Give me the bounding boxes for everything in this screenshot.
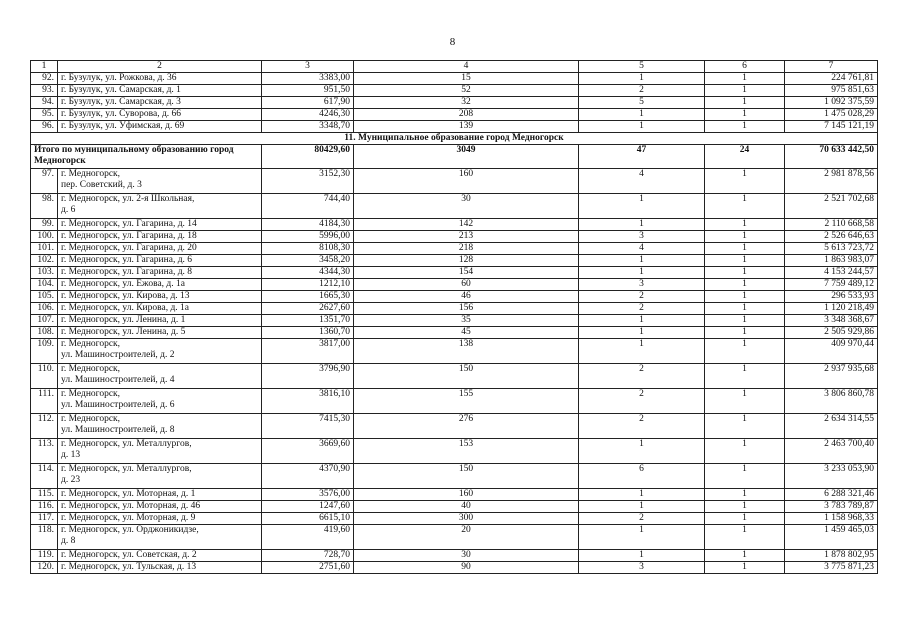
address-line: г. Медногорск, ул. Тульская, д. 13 xyxy=(61,562,197,572)
address-cell xyxy=(58,231,262,243)
residents-cell: 300 xyxy=(354,513,579,525)
count-cell: 2 xyxy=(579,513,705,525)
address-cell xyxy=(58,267,262,279)
residents-cell: 213 xyxy=(354,231,579,243)
area-cell: 3576,00 xyxy=(262,489,354,501)
table-row xyxy=(31,219,878,231)
count-cell: 3 xyxy=(579,231,705,243)
residents-cell: 150 xyxy=(354,364,579,389)
row-number: 105. xyxy=(31,291,58,303)
count-cell: 1 xyxy=(705,315,785,327)
address-cell xyxy=(58,97,262,109)
cost-cell: 7 145 121,19 xyxy=(785,121,878,133)
cost-cell: 3 348 368,67 xyxy=(785,315,878,327)
address-cell xyxy=(58,243,262,255)
count-cell: 1 xyxy=(705,489,785,501)
address-cell xyxy=(58,85,262,97)
cost-cell: 2 526 646,63 xyxy=(785,231,878,243)
housing-table xyxy=(30,60,878,574)
table-row xyxy=(31,194,878,219)
area-cell: 4370,90 xyxy=(262,464,354,489)
count-cell: 3 xyxy=(579,279,705,291)
address-line: д. 23 xyxy=(61,475,81,485)
table-row xyxy=(31,279,878,291)
count-cell: 1 xyxy=(705,255,785,267)
table-row xyxy=(31,550,878,562)
table-row xyxy=(31,303,878,315)
column-number: 4 xyxy=(354,61,579,73)
table-row xyxy=(31,315,878,327)
residents-cell: 208 xyxy=(354,109,579,121)
count-cell: 1 xyxy=(705,121,785,133)
count-cell: 1 xyxy=(705,550,785,562)
cost-cell: 224 761,81 xyxy=(785,73,878,85)
cost-cell: 1 863 983,07 xyxy=(785,255,878,267)
column-number: 1 xyxy=(31,61,58,73)
cost-cell: 2 521 702,68 xyxy=(785,194,878,219)
cost-cell: 2 505 929,86 xyxy=(785,327,878,339)
total-count: 24 xyxy=(705,145,785,169)
cost-cell: 2 634 314,55 xyxy=(785,414,878,439)
address-line: ул. Машиностроителей, д. 6 xyxy=(61,400,175,410)
row-number: 118. xyxy=(31,525,58,550)
area-cell: 3816,10 xyxy=(262,389,354,414)
address-line: г. Медногорск, ул. Гагарина, д. 6 xyxy=(61,255,193,265)
count-cell: 1 xyxy=(579,109,705,121)
count-cell: 1 xyxy=(579,121,705,133)
address-cell xyxy=(58,550,262,562)
table-row xyxy=(31,121,878,133)
row-number: 119. xyxy=(31,550,58,562)
count-cell: 6 xyxy=(579,464,705,489)
count-cell: 1 xyxy=(579,73,705,85)
table-row xyxy=(31,439,878,464)
address-line: г. Бузулук, ул. Самарская, д. 1 xyxy=(61,85,181,95)
count-cell: 4 xyxy=(579,243,705,255)
area-cell: 2627,60 xyxy=(262,303,354,315)
cost-cell: 1 158 968,33 xyxy=(785,513,878,525)
area-cell: 744,40 xyxy=(262,194,354,219)
row-number: 103. xyxy=(31,267,58,279)
area-cell: 3383,00 xyxy=(262,73,354,85)
address-line: г. Медногорск, ул. Ленина, д. 5 xyxy=(61,327,186,337)
count-cell: 1 xyxy=(705,327,785,339)
residents-cell: 218 xyxy=(354,243,579,255)
address-line: г. Медногорск, xyxy=(61,414,121,424)
table-row xyxy=(31,291,878,303)
table-row xyxy=(31,267,878,279)
table-row xyxy=(31,109,878,121)
address-cell xyxy=(58,255,262,267)
table-row xyxy=(31,464,878,489)
residents-cell: 46 xyxy=(354,291,579,303)
residents-cell: 153 xyxy=(354,439,579,464)
area-cell: 951,50 xyxy=(262,85,354,97)
table-row xyxy=(31,231,878,243)
area-cell: 3796,90 xyxy=(262,364,354,389)
total-area: 80429,60 xyxy=(262,145,354,169)
count-cell: 1 xyxy=(579,315,705,327)
address-line: д. 13 xyxy=(61,450,81,460)
address-line: ул. Машиностроителей, д. 2 xyxy=(61,350,175,360)
count-cell: 1 xyxy=(579,550,705,562)
address-line: пер. Советский, д. 3 xyxy=(61,180,142,190)
address-line: г. Медногорск, ул. Гагарина, д. 20 xyxy=(61,243,197,253)
address-line: г. Медногорск, ул. Гагарина, д. 14 xyxy=(61,219,197,229)
table-row xyxy=(31,414,878,439)
address-cell xyxy=(58,279,262,291)
address-line: г. Медногорск, ул. Орджоникидзе, xyxy=(61,525,199,535)
area-cell: 1212,10 xyxy=(262,279,354,291)
address-line: д. 8 xyxy=(61,536,76,546)
address-cell xyxy=(58,525,262,550)
table-row xyxy=(31,501,878,513)
address-line: ул. Машиностроителей, д. 4 xyxy=(61,375,175,385)
address-cell xyxy=(58,291,262,303)
residents-cell: 20 xyxy=(354,525,579,550)
area-cell: 3817,00 xyxy=(262,339,354,364)
cost-cell: 4 153 244,57 xyxy=(785,267,878,279)
row-number: 99. xyxy=(31,219,58,231)
area-cell: 617,90 xyxy=(262,97,354,109)
address-cell xyxy=(58,489,262,501)
residents-cell: 276 xyxy=(354,414,579,439)
table-row xyxy=(31,85,878,97)
row-number: 93. xyxy=(31,85,58,97)
address-cell xyxy=(58,219,262,231)
area-cell: 4246,30 xyxy=(262,109,354,121)
cost-cell: 2 463 700,40 xyxy=(785,439,878,464)
address-line: г. Бузулук, ул. Уфимская, д. 69 xyxy=(61,121,185,131)
cost-cell: 1 092 375,59 xyxy=(785,97,878,109)
address-cell xyxy=(58,513,262,525)
count-cell: 1 xyxy=(705,243,785,255)
residents-cell: 30 xyxy=(354,194,579,219)
cost-cell: 2 981 878,56 xyxy=(785,169,878,194)
area-cell: 1351,70 xyxy=(262,315,354,327)
row-number: 107. xyxy=(31,315,58,327)
address-line: г. Медногорск, ул. Металлургов, xyxy=(61,464,192,474)
count-cell: 2 xyxy=(579,364,705,389)
count-cell: 2 xyxy=(579,291,705,303)
address-cell xyxy=(58,464,262,489)
address-cell xyxy=(58,169,262,194)
count-cell: 1 xyxy=(705,439,785,464)
cost-cell: 1 475 028,29 xyxy=(785,109,878,121)
count-cell: 1 xyxy=(705,562,785,574)
address-line: г. Медногорск, xyxy=(61,339,121,349)
address-line: г. Медногорск, ул. Моторная, д. 1 xyxy=(61,489,196,499)
count-cell: 5 xyxy=(579,97,705,109)
address-line: д. 6 xyxy=(61,205,76,215)
count-cell: 1 xyxy=(705,231,785,243)
total-label: Итого по муниципальному образованию город Медногорск xyxy=(31,145,262,169)
row-number: 98. xyxy=(31,194,58,219)
residents-cell: 30 xyxy=(354,550,579,562)
row-number: 101. xyxy=(31,243,58,255)
table-row xyxy=(31,364,878,389)
address-cell xyxy=(58,439,262,464)
area-cell: 5996,00 xyxy=(262,231,354,243)
cost-cell: 2 110 668,58 xyxy=(785,219,878,231)
area-cell: 1665,30 xyxy=(262,291,354,303)
address-cell xyxy=(58,339,262,364)
column-number: 6 xyxy=(705,61,785,73)
column-number: 5 xyxy=(579,61,705,73)
address-line: г. Медногорск, ул. Металлургов, xyxy=(61,439,192,449)
residents-cell: 142 xyxy=(354,219,579,231)
address-line: г. Медногорск, ул. Советская, д. 2 xyxy=(61,550,197,560)
count-cell: 1 xyxy=(705,169,785,194)
cost-cell: 7 759 489,12 xyxy=(785,279,878,291)
residents-cell: 40 xyxy=(354,501,579,513)
area-cell: 8108,30 xyxy=(262,243,354,255)
residents-cell: 138 xyxy=(354,339,579,364)
residents-cell: 60 xyxy=(354,279,579,291)
residents-cell: 154 xyxy=(354,267,579,279)
row-number: 115. xyxy=(31,489,58,501)
cost-cell: 5 613 723,72 xyxy=(785,243,878,255)
count-cell: 1 xyxy=(579,439,705,464)
address-line: г. Медногорск, xyxy=(61,169,121,179)
count-cell: 1 xyxy=(579,327,705,339)
address-line: г. Медногорск, ул. Кирова, д. 1а xyxy=(61,303,190,313)
cost-cell: 6 288 321,46 xyxy=(785,489,878,501)
address-cell xyxy=(58,315,262,327)
count-cell: 1 xyxy=(705,85,785,97)
total-cost: 70 633 442,50 xyxy=(785,145,878,169)
area-cell: 1360,70 xyxy=(262,327,354,339)
count-cell: 1 xyxy=(705,194,785,219)
count-cell: 1 xyxy=(705,109,785,121)
address-line: г. Медногорск, ул. Гагарина, д. 8 xyxy=(61,267,193,277)
table-row xyxy=(31,389,878,414)
column-number-row xyxy=(31,61,878,73)
count-cell: 1 xyxy=(579,194,705,219)
residents-cell: 155 xyxy=(354,389,579,414)
table-row xyxy=(31,525,878,550)
total-row xyxy=(31,145,878,169)
count-cell: 1 xyxy=(705,501,785,513)
count-cell: 1 xyxy=(705,97,785,109)
cost-cell: 975 851,63 xyxy=(785,85,878,97)
row-number: 108. xyxy=(31,327,58,339)
address-cell xyxy=(58,121,262,133)
count-cell: 1 xyxy=(579,219,705,231)
address-line: г. Медногорск, xyxy=(61,364,121,374)
residents-cell: 32 xyxy=(354,97,579,109)
address-line: г. Медногорск, ул. Ежова, д. 1а xyxy=(61,279,185,289)
row-number: 113. xyxy=(31,439,58,464)
cost-cell: 1 459 465,03 xyxy=(785,525,878,550)
row-number: 120. xyxy=(31,562,58,574)
residents-cell: 156 xyxy=(354,303,579,315)
table-row xyxy=(31,169,878,194)
residents-cell: 160 xyxy=(354,169,579,194)
count-cell: 2 xyxy=(579,303,705,315)
table-row xyxy=(31,513,878,525)
cost-cell: 2 937 935,68 xyxy=(785,364,878,389)
area-cell: 6615,10 xyxy=(262,513,354,525)
table-row xyxy=(31,489,878,501)
address-line: ул. Машиностроителей, д. 8 xyxy=(61,425,175,435)
cost-cell: 1 878 802,95 xyxy=(785,550,878,562)
row-number: 116. xyxy=(31,501,58,513)
count-cell: 1 xyxy=(705,291,785,303)
residents-cell: 139 xyxy=(354,121,579,133)
table-row xyxy=(31,73,878,85)
count-cell: 1 xyxy=(705,219,785,231)
address-cell xyxy=(58,501,262,513)
row-number: 100. xyxy=(31,231,58,243)
row-number: 109. xyxy=(31,339,58,364)
count-cell: 3 xyxy=(579,562,705,574)
page-number: 8 xyxy=(449,36,456,48)
address-cell xyxy=(58,562,262,574)
area-cell: 728,70 xyxy=(262,550,354,562)
count-cell: 1 xyxy=(705,73,785,85)
count-cell: 1 xyxy=(579,525,705,550)
cost-cell: 3 806 860,78 xyxy=(785,389,878,414)
count-cell: 1 xyxy=(705,279,785,291)
column-number: 3 xyxy=(262,61,354,73)
address-cell xyxy=(58,414,262,439)
address-line: г. Медногорск, ул. Моторная, д. 9 xyxy=(61,513,196,523)
count-cell: 1 xyxy=(579,267,705,279)
count-cell: 1 xyxy=(579,339,705,364)
address-cell xyxy=(58,73,262,85)
address-cell xyxy=(58,303,262,315)
address-line: г. Бузулук, ул. Рожкова, д. 36 xyxy=(61,73,177,83)
table-row xyxy=(31,243,878,255)
row-number: 95. xyxy=(31,109,58,121)
row-number: 112. xyxy=(31,414,58,439)
count-cell: 1 xyxy=(705,267,785,279)
section-row xyxy=(31,133,878,145)
area-cell: 2751,60 xyxy=(262,562,354,574)
cost-cell: 3 233 053,90 xyxy=(785,464,878,489)
row-number: 111. xyxy=(31,389,58,414)
row-number: 110. xyxy=(31,364,58,389)
total-count: 47 xyxy=(579,145,705,169)
count-cell: 4 xyxy=(579,169,705,194)
residents-cell: 52 xyxy=(354,85,579,97)
row-number: 96. xyxy=(31,121,58,133)
residents-cell: 160 xyxy=(354,489,579,501)
count-cell: 1 xyxy=(705,525,785,550)
table-row xyxy=(31,327,878,339)
table-row xyxy=(31,255,878,267)
row-number: 114. xyxy=(31,464,58,489)
area-cell: 3348,70 xyxy=(262,121,354,133)
address-cell xyxy=(58,109,262,121)
residents-cell: 35 xyxy=(354,315,579,327)
area-cell: 419,60 xyxy=(262,525,354,550)
cost-cell: 3 783 789,87 xyxy=(785,501,878,513)
count-cell: 1 xyxy=(705,389,785,414)
count-cell: 1 xyxy=(705,513,785,525)
count-cell: 1 xyxy=(579,489,705,501)
row-number: 92. xyxy=(31,73,58,85)
address-cell xyxy=(58,327,262,339)
count-cell: 2 xyxy=(579,85,705,97)
row-number: 117. xyxy=(31,513,58,525)
count-cell: 1 xyxy=(705,303,785,315)
address-cell xyxy=(58,194,262,219)
residents-cell: 15 xyxy=(354,73,579,85)
cost-cell: 1 120 218,49 xyxy=(785,303,878,315)
column-number: 2 xyxy=(58,61,262,73)
table-row xyxy=(31,562,878,574)
address-line: г. Медногорск, ул. Кирова, д. 13 xyxy=(61,291,190,301)
address-line: г. Бузулук, ул. Суворова, д. 66 xyxy=(61,109,182,119)
area-cell: 3669,60 xyxy=(262,439,354,464)
count-cell: 2 xyxy=(579,414,705,439)
address-cell xyxy=(58,389,262,414)
cost-cell: 296 533,93 xyxy=(785,291,878,303)
address-line: г. Медногорск, ул. Гагарина, д. 18 xyxy=(61,231,197,241)
section-title: 11. Муниципальное образование город Медногорск xyxy=(31,133,878,145)
area-cell: 1247,60 xyxy=(262,501,354,513)
row-number: 102. xyxy=(31,255,58,267)
residents-cell: 45 xyxy=(354,327,579,339)
row-number: 106. xyxy=(31,303,58,315)
cost-cell: 3 775 871,23 xyxy=(785,562,878,574)
area-cell: 4184,30 xyxy=(262,219,354,231)
cost-cell: 409 970,44 xyxy=(785,339,878,364)
area-cell: 3152,30 xyxy=(262,169,354,194)
count-cell: 1 xyxy=(579,255,705,267)
count-cell: 1 xyxy=(579,501,705,513)
row-number: 104. xyxy=(31,279,58,291)
address-line: г. Медногорск, ул. 2-я Школьная, xyxy=(61,194,195,204)
area-cell: 3458,20 xyxy=(262,255,354,267)
residents-cell: 150 xyxy=(354,464,579,489)
address-line: г. Медногорск, xyxy=(61,389,121,399)
residents-cell: 128 xyxy=(354,255,579,267)
residents-cell: 90 xyxy=(354,562,579,574)
count-cell: 1 xyxy=(705,364,785,389)
count-cell: 1 xyxy=(705,414,785,439)
row-number: 94. xyxy=(31,97,58,109)
area-cell: 4344,30 xyxy=(262,267,354,279)
address-line: г. Медногорск, ул. Ленина, д. 1 xyxy=(61,315,186,325)
count-cell: 1 xyxy=(705,339,785,364)
row-number: 97. xyxy=(31,169,58,194)
total-residents: 3049 xyxy=(354,145,579,169)
address-cell xyxy=(58,364,262,389)
address-line: г. Медногорск, ул. Моторная, д. 46 xyxy=(61,501,201,511)
count-cell: 2 xyxy=(579,389,705,414)
column-number: 7 xyxy=(785,61,878,73)
address-line: г. Бузулук, ул. Самарская, д. 3 xyxy=(61,97,181,107)
table-row xyxy=(31,339,878,364)
table-row xyxy=(31,97,878,109)
count-cell: 1 xyxy=(705,464,785,489)
area-cell: 7415,30 xyxy=(262,414,354,439)
